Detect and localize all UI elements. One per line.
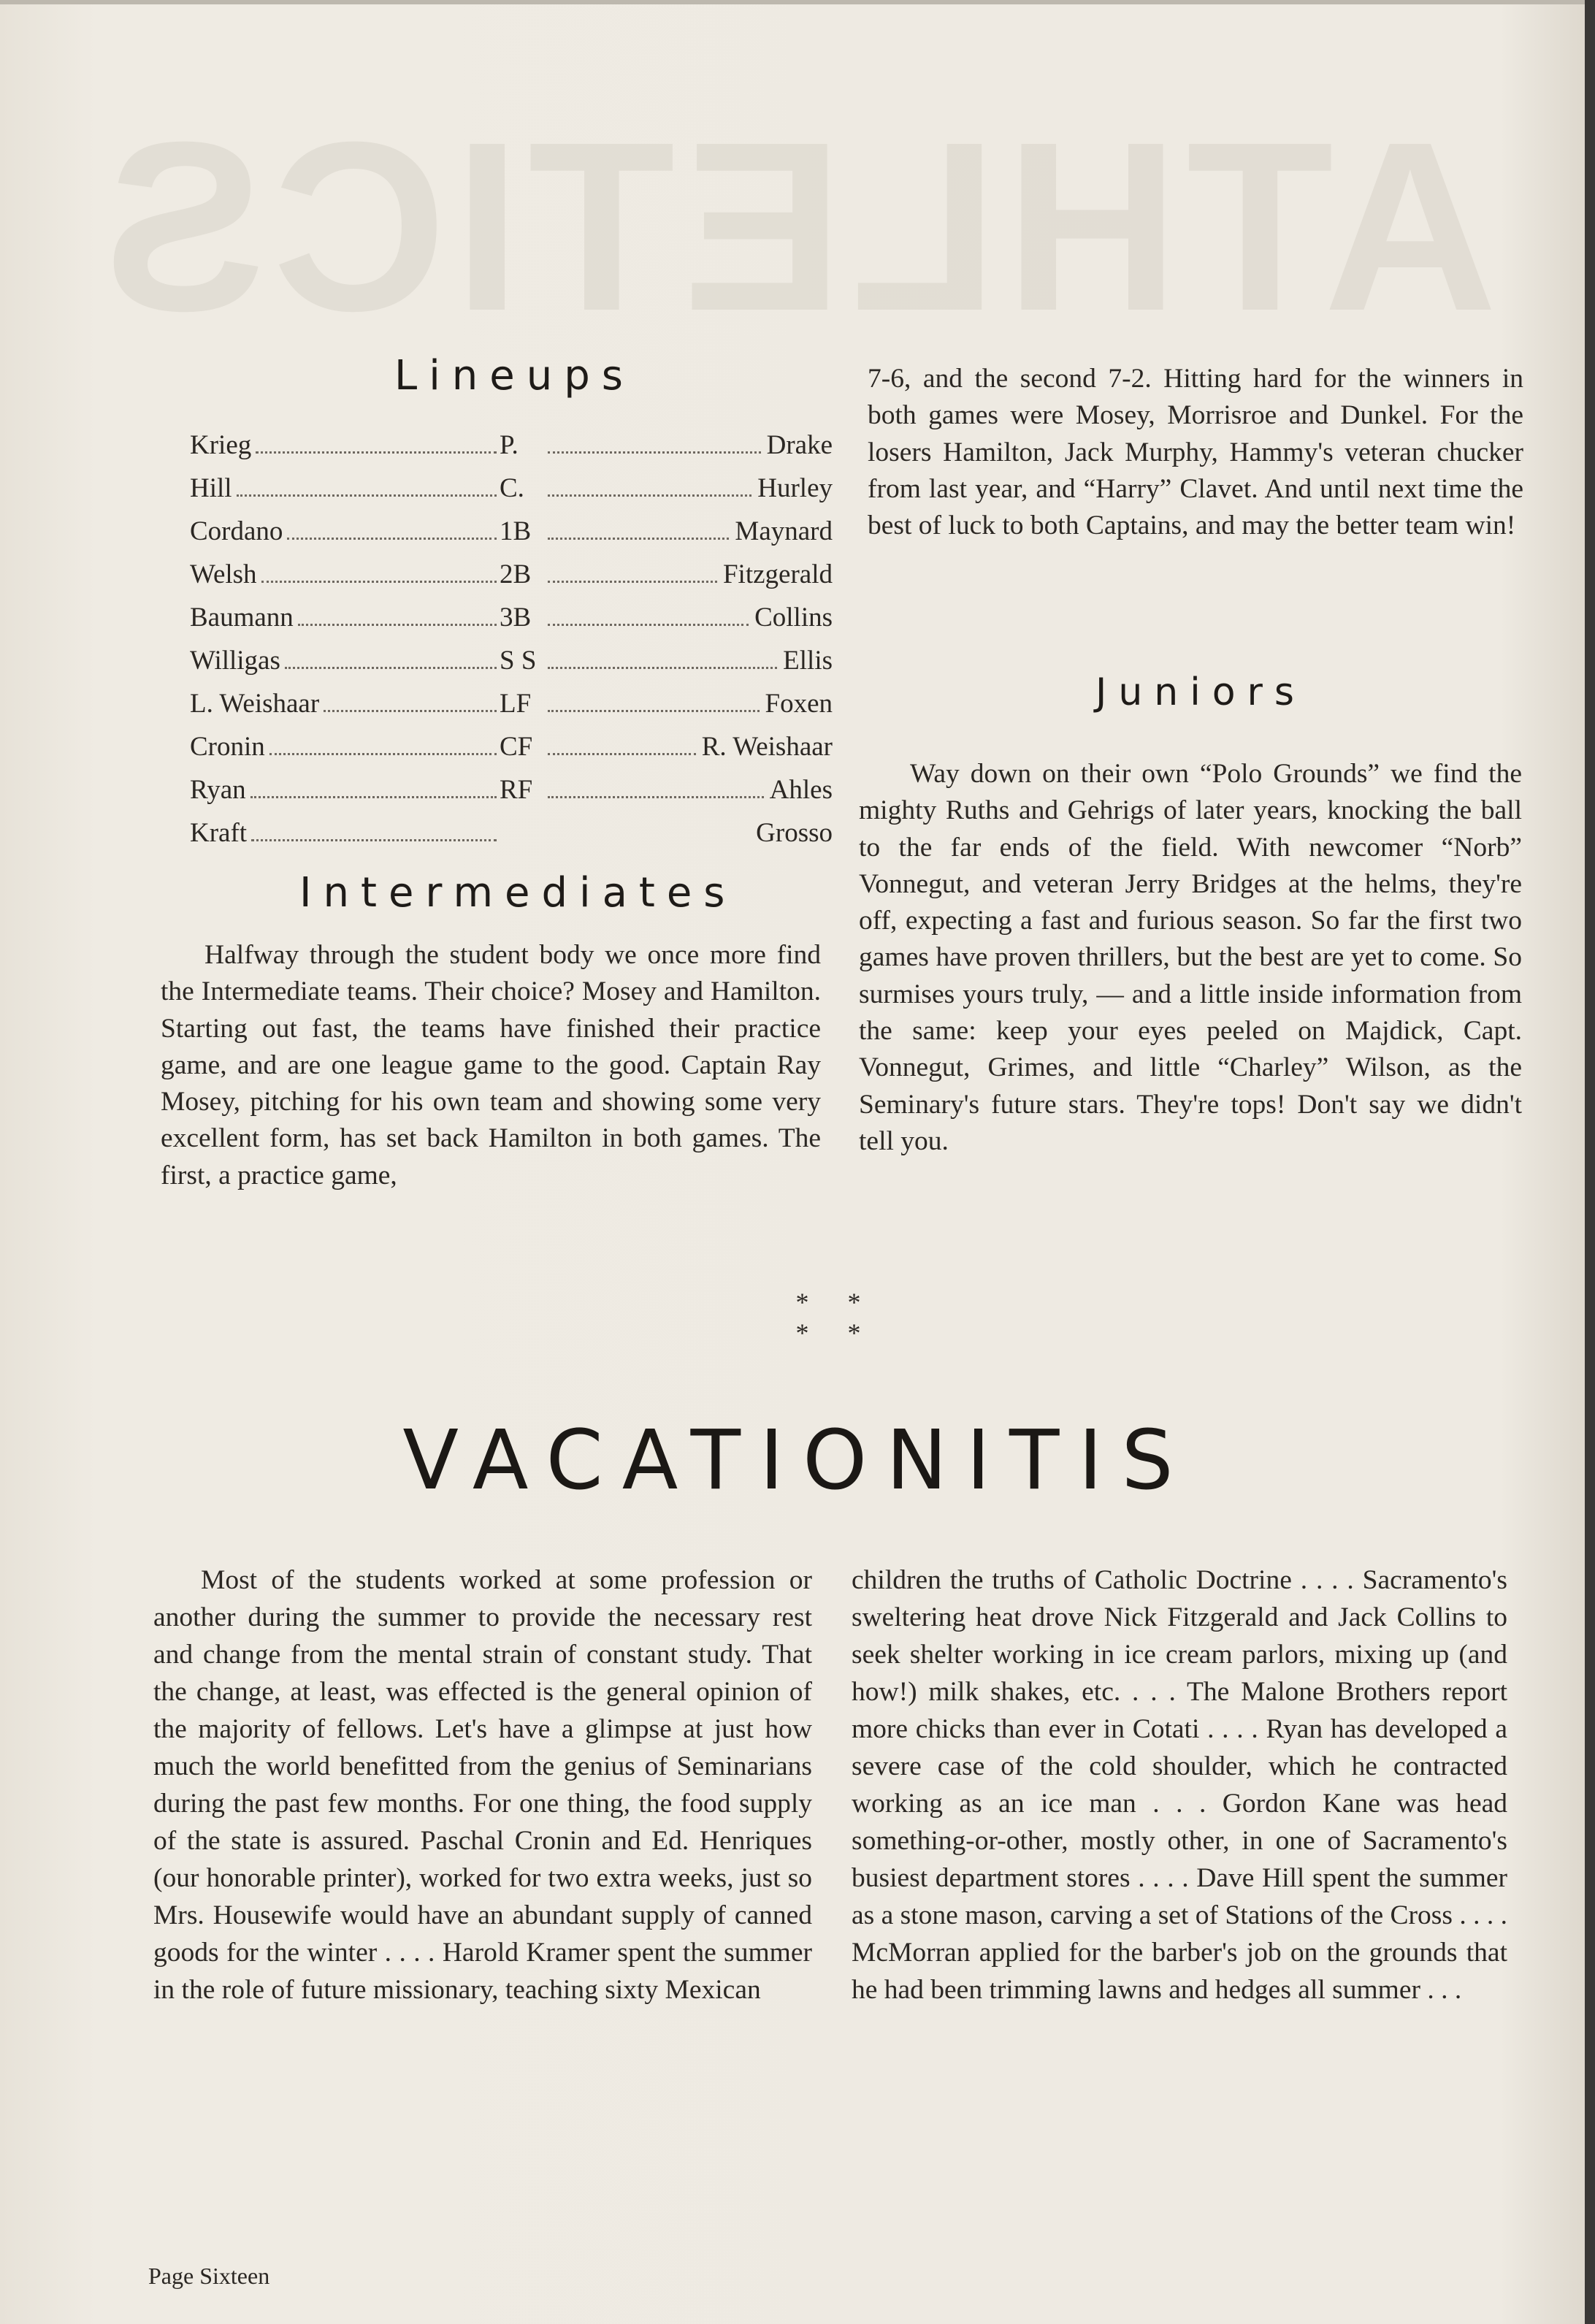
juniors-heading: Juniors: [1095, 670, 1306, 714]
dot-leader: [548, 796, 764, 798]
lineup-right-player: Ellis: [783, 646, 833, 676]
vacationitis-right-column: children the truths of Catholic Doctrine . . . . Sacramento's sweltering heat drove Nick Fitzgerald and Jack Collins to seek shelter working in ice cream parlors, mixing up (and how!) milk shakes, etc. . . . The Malone Brothers report more chicks than ever in Cotati . . . . Ryan has developed a severe case of the cold shoulder, which he contracted working as an ice man . . . Gordon Kane was head something-or-other, mostly other, in one of Sacramento's busiest department stores . . . . Dave Hill spent the summer as a stone mason, carving a set of Stations of the Cross . . . . McMorran applied for the barber's job on the grounds that he had been trimming lawns and hedges all summer . . .: [852, 1565, 1507, 2005]
dot-leader: [548, 581, 717, 583]
lineup-position: 2B: [500, 559, 532, 589]
lineup-row: [190, 719, 833, 762]
lineup-row: [190, 418, 833, 461]
lineup-row: [190, 590, 833, 633]
bleed-through-watermark: ATHLETICS: [96, 91, 1497, 361]
lineup-row: [190, 676, 833, 719]
page-number: Page Sixteen: [148, 2263, 270, 2289]
lineup-right-player: Maynard: [735, 516, 833, 546]
lineup-left-player: Welsh: [190, 559, 257, 589]
dot-leader: [285, 667, 497, 669]
lineup-right-player: Collins: [754, 603, 833, 632]
section-separator: * * * *: [795, 1288, 877, 1348]
lineup-left-player: Ryan: [190, 775, 246, 805]
lineup-position: 3B: [500, 603, 532, 632]
intermediates-paragraph: Halfway through the student body we once more find the Intermediate teams. Their choice? Mosey and Hamilton. Starting out fast, the teams have finished their practice game, and are one league game to the good. Captain Ray Mosey, pitching for his own team and showing some very excellent form, has set back Hamilton in both games. The first, a practice game,: [161, 940, 821, 1190]
dot-leader: [237, 494, 497, 497]
lineup-right-player: Ahles: [769, 775, 833, 805]
lineup-left-player: Kraft: [190, 818, 248, 848]
lineup-right-player: Hurley: [757, 473, 833, 503]
lineup-right-player: Fitzgerald: [722, 559, 833, 589]
lineup-position: CF: [500, 732, 533, 762]
dot-leader: [548, 710, 760, 712]
lineup-row: [190, 633, 833, 676]
dot-leader: [324, 710, 497, 712]
dot-leader: [548, 667, 777, 669]
dot-leader: [548, 538, 729, 540]
juniors-paragraph: Way down on their own “Polo Grounds” we find the mighty Ruths and Gehrigs of later years, knocking the ball to the far ends of the field. With newcomer “Norb” Vonnegut, and veteran Jerry Bridges at the helms, they're off, expecting a fast and furious season. So far the first two games have proven thrillers, but the best are yet to come. So surmises yours truly, — and a little inside information from the same: keep your eyes peeled on Majdick, Capt. Vonnegut, Grimes, and little “Charley” Wilson, as the Seminary's future stars. They're tops! Don't say we didn't tell you.: [859, 759, 1522, 1156]
dot-leader: [287, 538, 497, 540]
dot-leader: [548, 624, 749, 626]
lineup-left-player: L. Weishaar: [190, 689, 320, 719]
lineup-left-player: Willigas: [190, 646, 280, 676]
lineup-right-player: Grosso: [756, 818, 833, 848]
lineup-left-player: Baumann: [190, 603, 294, 632]
vacationitis-title: VACATIONITIS: [402, 1413, 1193, 1508]
lineup-left-player: Cordano: [190, 516, 283, 546]
dot-leader: [250, 796, 497, 798]
lineup-row: [190, 461, 833, 504]
lineup-left-player: Cronin: [190, 732, 265, 762]
lineup-left-player: Krieg: [190, 430, 252, 460]
lineups-table: [190, 418, 833, 849]
lineup-row: [190, 762, 833, 806]
lineup-row: [190, 806, 833, 849]
lineup-position: P.: [500, 430, 519, 460]
dot-leader: [548, 753, 696, 755]
page-top-edge: [0, 0, 1595, 4]
dot-leader: [548, 451, 761, 454]
lineup-position: RF: [500, 775, 533, 805]
lineup-right-player: Foxen: [765, 689, 833, 719]
lineup-position: LF: [500, 689, 532, 719]
dot-leader: [298, 624, 497, 626]
lineup-position: S S: [500, 646, 537, 676]
dot-leader: [256, 451, 497, 454]
lineup-row: [190, 547, 833, 590]
lineups-heading: Lineups: [394, 352, 635, 400]
lineup-right-player: R. Weishaar: [701, 732, 833, 762]
page-right-edge: [1585, 0, 1595, 2324]
lineup-left-player: Hill: [190, 473, 232, 503]
lineup-right-player: Drake: [766, 430, 833, 460]
dot-leader: [251, 839, 497, 841]
lineup-position: C.: [500, 473, 524, 503]
vacationitis-left-column: Most of the students worked at some profession or another during the summer to provide the necessary rest and change from the mental strain of constant study. That the change, at least, was effected is the general opinion of the majority of fellows. Let's have a glimpse at just how much the world benefitted from the genius of Seminarians during the past few months. For one thing, the food supply of the state is assured. Paschal Cronin and Ed. Henriques (our honorable printer), worked for two extra weeks, just so Mrs. Housewife would have an abundant supply of canned goods for the winter . . . . Harold Kramer spent the summer in the role of future missionary, teaching sixty Mexican: [153, 1565, 812, 2005]
intermediates-heading: Intermediates: [299, 869, 737, 917]
lineup-row: [190, 504, 833, 547]
intermediates-continued-paragraph: 7-6, and the second 7-2. Hitting hard for the winners in both games were Mosey, Morrisroe and Dunkel. For the losers Hamilton, Jack Murphy, Hammy's veteran chucker from last year, and “Harry” Clavet. And until next time the best of luck to both Captains, and may the better team win!: [868, 364, 1523, 541]
lineup-position: 1B: [500, 516, 532, 546]
dot-leader: [269, 753, 497, 755]
dot-leader: [548, 494, 751, 497]
dot-leader: [261, 581, 497, 583]
